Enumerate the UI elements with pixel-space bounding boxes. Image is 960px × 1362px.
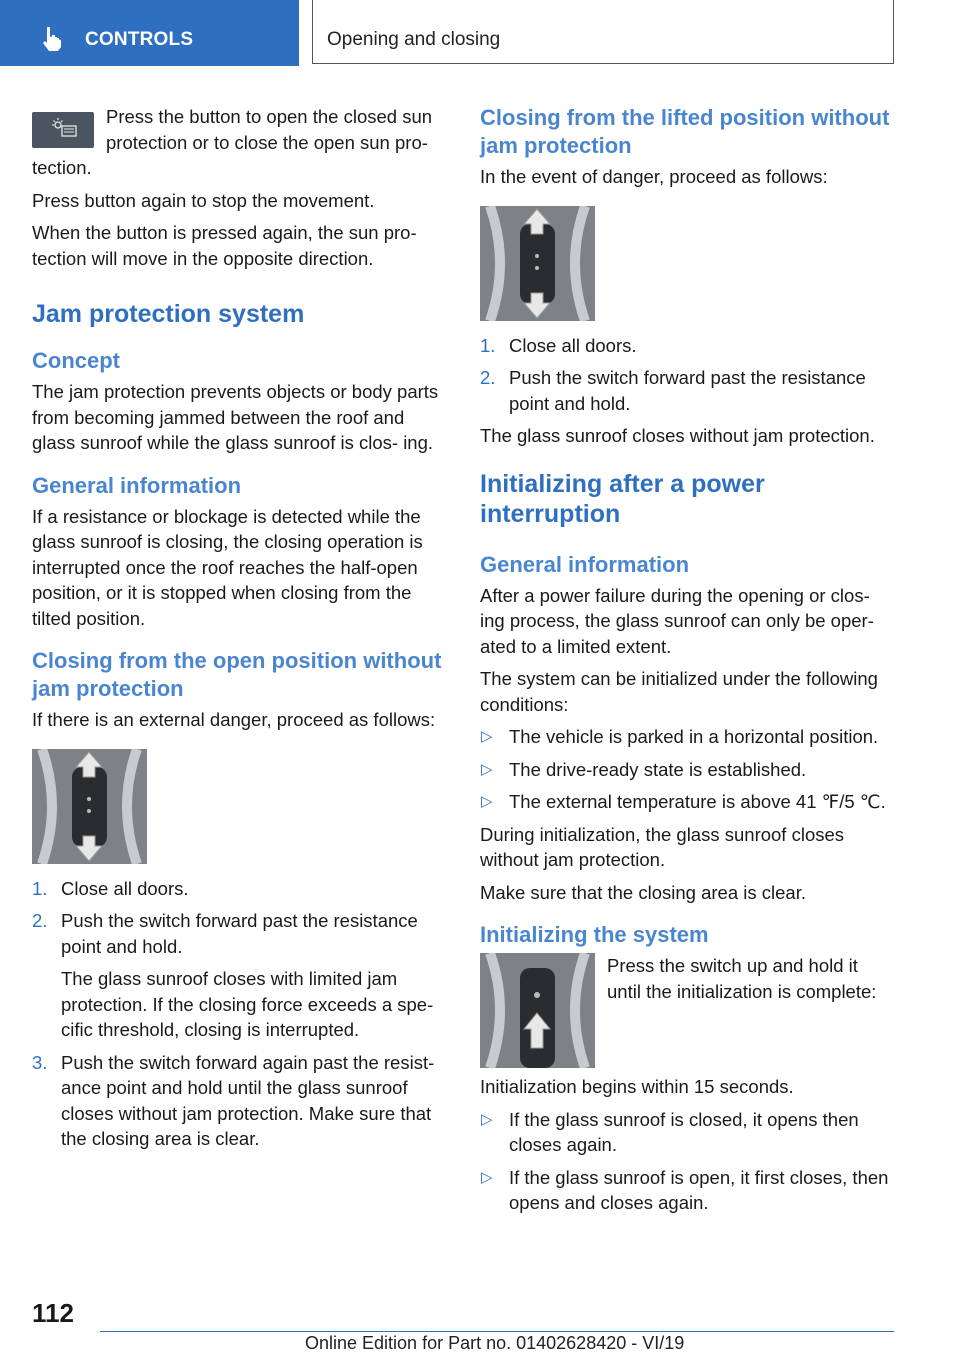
open-steps-list: [32, 876, 452, 1152]
list-item: 1. Close all doors.: [32, 877, 189, 899]
heading-initializing-power: Initializing after a power interruption: [480, 469, 765, 528]
lifted-intro-text: In the event of danger, proceed as follows:: [480, 166, 828, 187]
list-item: ▷ If the glass sunroof is open, it first closes, then opens and closes again.: [481, 1166, 889, 1213]
lifted-result-text: The glass sunroof closes without jam protection.: [480, 425, 875, 446]
section-title: Opening and closing: [327, 29, 501, 50]
reverse-text: When the button is pressed again, the sun pro‐ tection will move in the opposite direction.: [32, 222, 417, 269]
triangle-bullet-icon: ▷: [481, 760, 493, 778]
list-item: 2. Push the switch forward past the resistance point and hold. The glass sunroof closes with limited jam protection. If the closing force exceeds a spe‐ cific threshold, closing is interrupted.: [32, 910, 434, 1040]
list-item: ▷ The external temperature is above 41 ℉/5 ℃.: [480, 789, 894, 815]
right-column: [480, 104, 894, 1223]
list-item: 1. Close all doors.: [480, 334, 637, 356]
intro-text: Press the button to open the closed sun protection or to close the open sun pro‐ tection.: [32, 106, 433, 178]
list-item: 2. Push the switch forward past the resistance point and hold.: [480, 367, 866, 414]
system-text: Press the switch up and hold it until the initialization is complete:: [607, 955, 877, 1002]
outcomes-list: [480, 1107, 894, 1216]
chapter-tab: [0, 0, 299, 66]
begins-text: Initialization begins within 15 seconds.: [480, 1076, 794, 1097]
chapter-label: CONTROLS: [85, 29, 194, 50]
switch-lifted-image: [480, 206, 595, 321]
triangle-bullet-icon: ▷: [481, 1110, 493, 1128]
system-block: [480, 953, 894, 1074]
heading-closing-lifted-position: Closing from the lifted position without jam protection: [480, 105, 890, 158]
list-item: ▷ The drive-ready state is established.: [480, 757, 894, 783]
concept-text: The jam protection prevents objects or body parts from becoming jammed between the roof and glass sunroof while the glass sunroof is clos‐ ing.: [32, 381, 439, 453]
heading-closing-open-position: Closing from the open position without jam protection: [32, 648, 442, 701]
triangle-bullet-icon: ▷: [481, 1168, 493, 1186]
general-text-1: After a power failure during the opening or clos‐ ing process, the glass sunroof can only be oper‐ ated to a limited extent.: [480, 584, 874, 657]
general-text-2: The system can be initialized under the following conditions:: [480, 668, 878, 715]
heading-initializing-system: Initializing the system: [480, 922, 709, 947]
open-intro-text: If there is an external danger, proceed as follows:: [32, 709, 436, 730]
heading-concept: Concept: [32, 348, 120, 373]
list-item: ▷ The vehicle is parked in a horizontal position.: [480, 724, 894, 750]
edition-text: Online Edition for Part no. 01402628420 - VI/19: [305, 1333, 685, 1353]
triangle-bullet-icon: ▷: [481, 728, 493, 745]
left-column: [32, 104, 452, 1159]
heading-general-information: General information: [32, 472, 242, 498]
list-item: 3. Push the switch forward again past the resist‐ ance point and hold until the glass sunroof closes without jam protection. Make sure that the closing area is clear.: [32, 1051, 435, 1149]
hand-pointer-icon: [38, 24, 66, 52]
triangle-bullet-icon: ▷: [481, 793, 493, 810]
heading-general-information-right: General information: [480, 551, 690, 577]
conditions-list: [480, 724, 894, 815]
lifted-steps-list: [480, 333, 894, 417]
clear-text: Make sure that the closing area is clear.: [480, 881, 806, 903]
switch-up-image: [480, 953, 595, 1068]
general-text: If a resistance or blockage is detected while the glass sunroof is closing, the closing operation is interrupted once the roof reaches the half-open position, or it is stopped when closing from the tilted position.: [32, 505, 423, 629]
list-item: ▷ If the glass sunroof is closed, it opens then closes again.: [481, 1108, 859, 1155]
section-header: [312, 0, 894, 64]
switch-forward-image: [32, 749, 147, 864]
stop-text: Press button again to stop the movement.: [32, 189, 375, 211]
sun-protection-button-icon: [32, 112, 94, 148]
footer-divider: [100, 1331, 894, 1332]
page-number: 112: [32, 1298, 74, 1328]
during-text: During initialization, the glass sunroof closes without jam protection.: [480, 823, 845, 870]
heading-jam-protection: Jam protection system: [32, 300, 305, 328]
